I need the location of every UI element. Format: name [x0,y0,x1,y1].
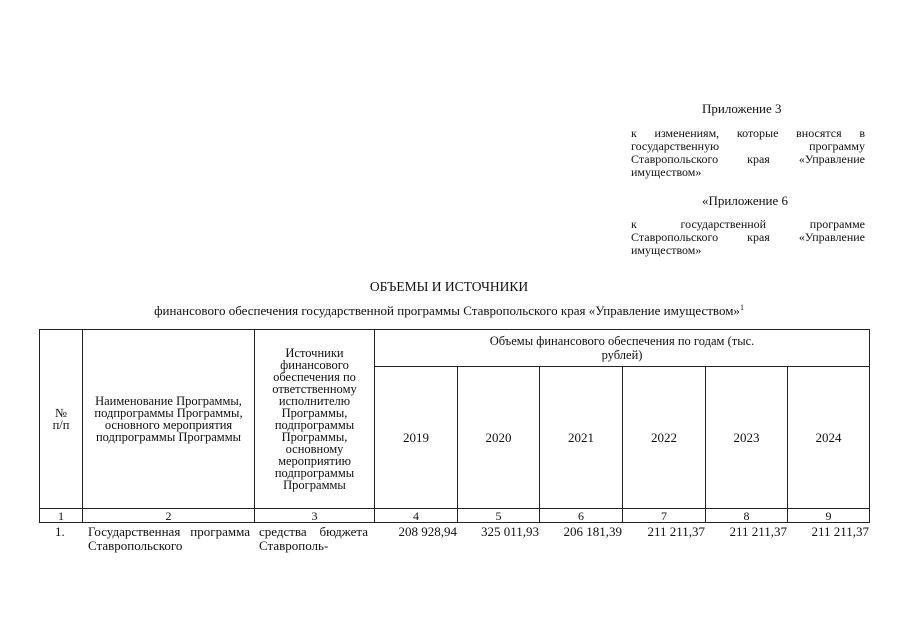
header-year: 2024 [788,367,870,509]
column-number: 7 [623,509,706,523]
footnote-marker: 1 [739,303,744,312]
column-number: 8 [706,509,788,523]
row-value-2021: 206 181,39 [563,524,622,539]
appendix-note: к изменениям, которые вносятся в государственную программу Ставропольского края «Управление имуществом» [631,126,865,179]
financing-table-body [39,525,869,553]
row-value-2019: 208 928,94 [398,524,457,539]
table-row [39,525,869,553]
column-number: 2 [83,509,255,523]
row-value-2020: 325 011,93 [480,524,539,539]
header-year: 2022 [623,367,706,509]
column-number: 3 [255,509,375,523]
header-volumes: Объемы финансового обеспечения по годам (тыс. рублей) [375,330,870,367]
row-value-2024: 211 211,37 [811,524,869,539]
appendix-note-2: к государственной программе Ставропольского края «Управление имуществом» [631,217,865,257]
row-value-2022: 211 211,37 [647,524,705,539]
column-number: 9 [788,509,870,523]
column-number: 6 [540,509,623,523]
financing-table-header [39,329,870,523]
header-source: Источники финансового обеспечения по ответственному исполнителю Программы, подпрограммы Программы, основному мероприятию подпрограммы Программы [255,330,375,509]
row-value-2023: 211 211,37 [729,524,787,539]
column-number: 1 [40,509,83,523]
appendix-title-2: «Приложение 6 [702,193,789,208]
header-name: Наименование Программы, подпрограммы Программы, основного мероприятия подпрограммы Программы [83,330,255,509]
row-source: средства бюджета Ставрополь- [259,524,368,553]
document-subtitle-text: финансового обеспечения государственной программы Ставропольского края «Управление имуществом» [154,303,740,318]
document-title: ОБЪЕМЫ И ИСТОЧНИКИ [369,279,529,294]
column-number: 5 [458,509,540,523]
row-number: 1. [55,524,65,539]
header-year: 2023 [706,367,788,509]
header-year: 2020 [458,367,540,509]
document-subtitle [0,303,898,319]
row-name: Государственная программа Ставропольского [88,524,250,553]
column-number: 4 [375,509,458,523]
header-year: 2019 [375,367,458,509]
header-number: № п/п [40,330,83,509]
appendix-title: Приложение 3 [702,101,782,116]
header-year: 2021 [540,367,623,509]
